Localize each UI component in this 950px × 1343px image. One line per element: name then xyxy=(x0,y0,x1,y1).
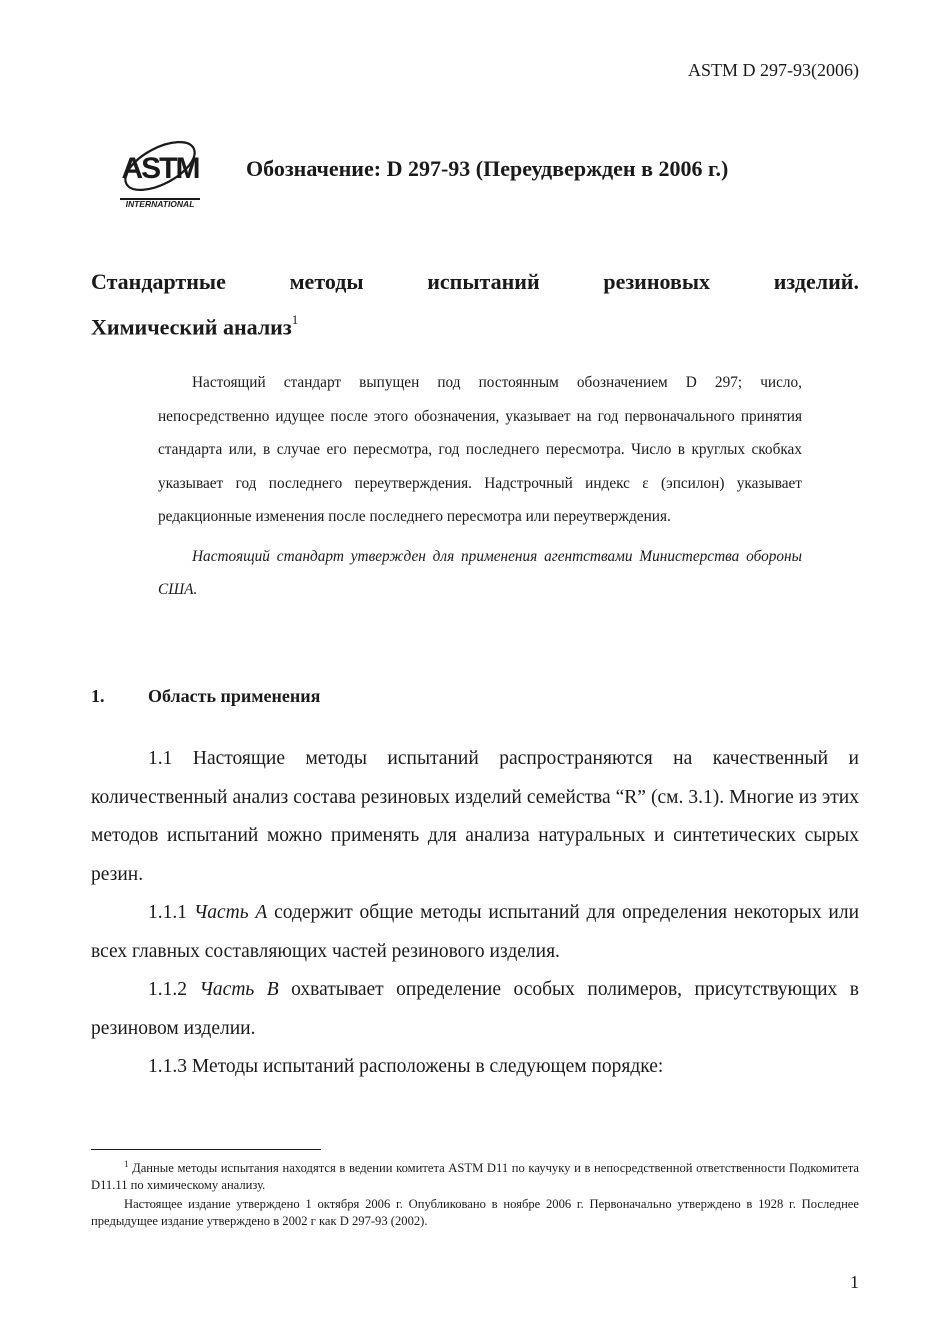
clause-1-1-1 xyxy=(91,894,859,971)
title-footnote-ref: 1 xyxy=(291,312,299,327)
footnote-separator xyxy=(91,1149,321,1150)
clause-part-label: Часть А xyxy=(193,902,268,923)
section-body xyxy=(91,740,859,1087)
title-line-2-text: Химический анализ xyxy=(91,314,292,340)
preamble-dod-note: Настоящий стандарт утвержден для применения агентствами Министерства обороны США. xyxy=(158,547,802,598)
footnotes xyxy=(91,1156,859,1232)
title-word: изделий. xyxy=(773,269,859,294)
document-code-header: ASTM D 297-93(2006) xyxy=(688,60,859,80)
title-word: резиновых xyxy=(603,269,711,294)
clause-number: 1.1.1 xyxy=(148,902,187,923)
clause-part-label: Часть В xyxy=(199,979,279,1000)
standard-designation: Обозначение: D 297-93 (Переудвержден в 2006 г.) xyxy=(246,156,729,181)
svg-text:INTERNATIONAL: INTERNATIONAL xyxy=(125,199,195,209)
section-number: 1. xyxy=(91,686,105,706)
clause-1-1-2 xyxy=(91,971,859,1048)
astm-logo xyxy=(118,134,204,210)
page-number: 1 xyxy=(850,1272,859,1292)
footnote-edition: Настоящее издание утверждено 1 октября 2006 г. Опубликовано в ноябре 2006 г. Первоначально утверждено в 1928 г. Последнее предыдущее издание утверждено в 2002 г как D 297-93 (2002). xyxy=(91,1197,859,1229)
clause-text: содержит общие методы испытаний для определения некоторых или всех главных составляющих частей резинового изделия. xyxy=(91,902,860,962)
clause-1-1-3: 1.1.3 Методы испытаний расположены в следующем порядке: xyxy=(148,1056,664,1077)
footnote-text: Данные методы испытания находятся в ведении комитета ASTM D11 по каучуку и в непосредственной ответственности Подкомитета D11.11 по химическому анализу. xyxy=(91,1161,859,1193)
title-word: испытаний xyxy=(427,269,540,294)
title-word: Стандартные xyxy=(91,269,226,294)
preamble xyxy=(158,366,802,607)
clause-number: 1.1.2 xyxy=(148,979,187,1000)
footnote-1 xyxy=(91,1156,859,1194)
title-line-2 xyxy=(91,302,859,347)
title-word: методы xyxy=(289,269,364,294)
preamble-paragraph: Настоящий стандарт выпущен под постоянным обозначением D 297; число, непосредственно идущее после этого обозначения, указывает на год первоначального принятия стандарта или, в случае его пересмотра, год последнего пересмотра. Число в круглых скобках указывает год последнего переутверждения. Надстрочный индекс ε (эпсилон) указывает редакционные изменения после последнего пересмотра или переутверждения. xyxy=(158,374,802,525)
section-heading xyxy=(91,686,320,707)
footnote-marker: 1 xyxy=(124,1159,129,1169)
title-line-1 xyxy=(91,262,859,302)
svg-text:ASTM: ASTM xyxy=(121,152,199,185)
document-title xyxy=(91,262,859,347)
clause-1-1: 1.1 Настоящие методы испытаний распространяются на качественный и количественный анализ состава резиновых изделий семейства “R” (см. 3.1). Многие из этих методов испытаний можно применять для анализа натуральных и синтетических сырых резин. xyxy=(91,748,859,885)
clause-text: охватывает определение особых полимеров, присутствующих в резиновом изделии. xyxy=(91,979,859,1039)
section-title: Область применения xyxy=(148,686,321,706)
